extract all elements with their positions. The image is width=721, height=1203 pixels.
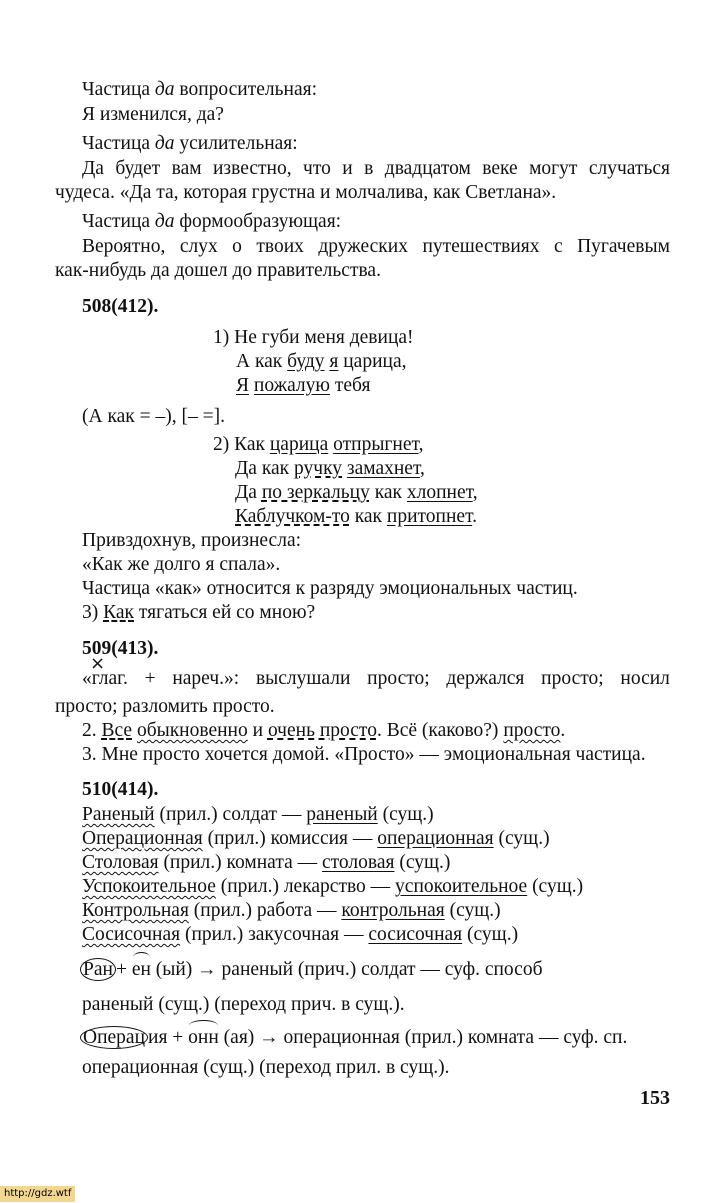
page-number: 153 <box>640 1087 670 1109</box>
suffix-marker: ен <box>131 959 151 980</box>
text-line: чудеса. «Да та, которая грустна и молчалива, как Светлана». <box>55 182 557 203</box>
poem-line: Каблучком-то как притопнет. <box>235 506 477 527</box>
suffix-marker: онн <box>188 1027 219 1048</box>
morpheme-analysis: Операц ия + онн (ая) → операционная (прил.) комната — суф. сп. <box>80 1026 627 1050</box>
poem-line: Я пожалую тебя <box>236 375 371 396</box>
exercise-heading: 508(412). <box>82 296 159 317</box>
text-line: Частица да формообразующая: <box>82 211 342 232</box>
text-line: 3) Как тягаться ей со мною? <box>82 602 316 623</box>
text-line: Привздохнув, произнесла: <box>82 530 302 551</box>
exercise-heading: 510(414). <box>82 779 159 800</box>
sentence-scheme: (А как = –), [– =]. <box>82 406 225 427</box>
justified-line: Да будет вам известно, что и в двадцатом веке могут случаться <box>82 158 670 179</box>
morpheme-analysis: Ран + ен (ый) → раненый (прич.) солдат — суф. способ <box>80 958 543 982</box>
root-marker: Ран <box>80 958 116 981</box>
text-line: раненый (сущ.) (переход прич. в сущ.). <box>82 994 405 1015</box>
word-pair-row: Раненый (прил.) солдат — раненый (сущ.) <box>82 804 434 825</box>
text-line: как-нибудь да дошел до правительства. <box>55 260 381 281</box>
text-line: «Как же долго я спала». <box>82 554 281 575</box>
word-pair-row: Успокоительное (прил.) лекарство — успокоительное (сущ.) <box>82 876 584 897</box>
word-pair-row: Сосисочная (прил.) закусочная — сосисочная (сущ.) <box>82 924 519 945</box>
text-line: просто; разломить просто. <box>55 696 275 717</box>
word-pair-row: Столовая (прил.) комната — столовая (сущ.) <box>82 852 451 873</box>
text-line: 3. Мне просто хочется домой. «Просто» — эмоциональная частица. <box>82 744 646 765</box>
word-pair-row: Операционная (прил.) комиссия — операционная (сущ.) <box>82 828 550 849</box>
poem-line: 1) Не губи меня девица! <box>213 327 414 348</box>
word-pair-row: Контрольная (прил.) работа — контрольная (сущ.) <box>82 900 501 921</box>
text-line: 2. Все обыкновенно и очень просто. Всё (каково?) просто. <box>82 720 566 741</box>
text-line: операционная (сущ.) (переход прил. в сущ.). <box>82 1057 450 1078</box>
text-line: Частица да усилительная: <box>82 133 298 154</box>
poem-line: Да по зеркальцу как хлопнет, <box>235 482 478 503</box>
poem-line: А как буду я царица, <box>236 351 407 372</box>
justified-line: «глаг. × + нареч.»: выслушали просто; держался просто; носил <box>82 667 670 691</box>
source-url-link[interactable]: http://gdz.wtf <box>0 1186 75 1202</box>
poem-line: 2) Как царица отпрыгнет, <box>213 434 424 455</box>
poem-line: Да как ручку замахнет, <box>235 458 425 479</box>
root-marker: Операц <box>80 1026 148 1049</box>
example-line: Я изменился, да? <box>82 104 224 125</box>
exercise-heading: 509(413). <box>82 638 159 659</box>
text-line: Частица да вопросительная: <box>82 79 318 100</box>
text-line: Частица «как» относится к разряду эмоциональных частиц. <box>82 578 578 599</box>
justified-line: Вероятно, слух о твоих дружеских путешествиях с Пугачевым <box>82 236 670 257</box>
